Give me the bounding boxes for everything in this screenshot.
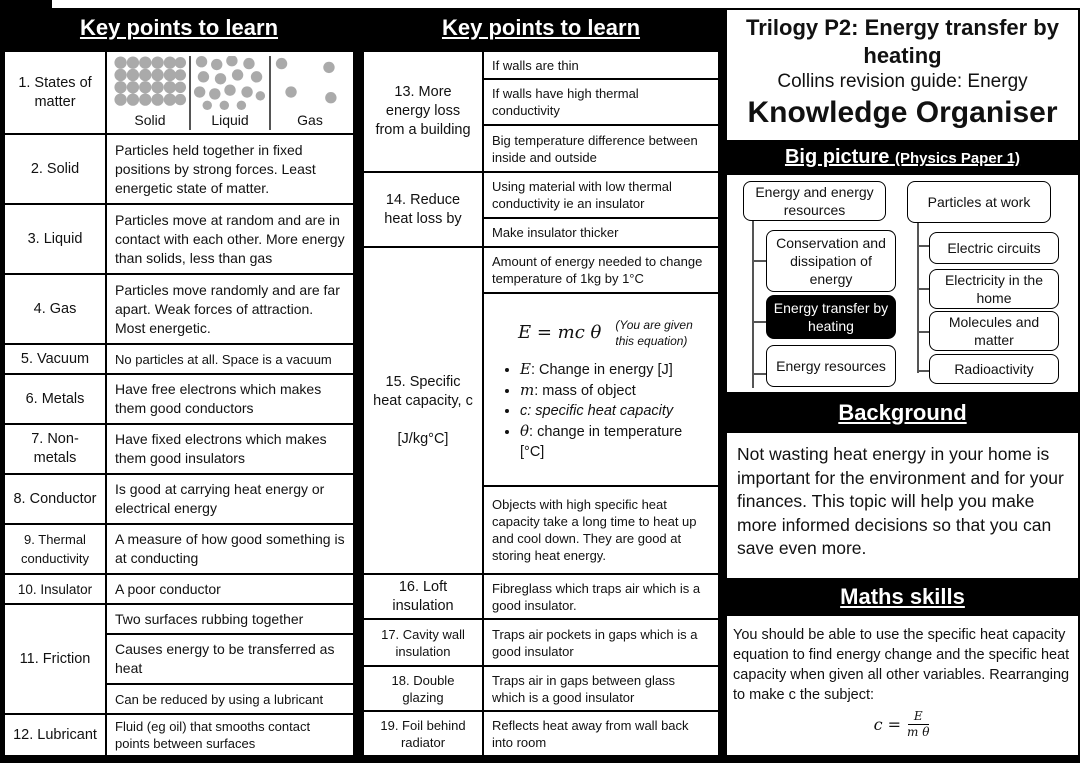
maths-block [727, 616, 1078, 755]
list-item [520, 380, 710, 401]
table-row [363, 51, 719, 79]
list-item [520, 359, 710, 380]
definition: Traps air pockets in gaps which is a good insulator [483, 619, 719, 666]
table-row [363, 172, 719, 218]
definition: Have free electrons which makes them good conductors [106, 374, 354, 424]
term: 18. Double glazing [363, 666, 483, 711]
node-electricity-home: Electricity in the home [929, 269, 1059, 309]
rearranged-formula [733, 709, 1070, 740]
liquid-label: Liquid [211, 111, 249, 128]
node-particles-root: Particles at work [907, 181, 1051, 223]
table-row [363, 619, 719, 666]
node-electric-circuits: Electric circuits [929, 232, 1059, 264]
definition: No particles at all. Space is a vacuum [106, 344, 354, 374]
list-item [520, 401, 710, 421]
table-row [363, 711, 719, 756]
table-row [4, 474, 354, 524]
node-molecules: Molecules and matter [929, 311, 1059, 351]
node-energy-resources-root: Energy and energy resources [743, 181, 886, 221]
solid-label: Solid [134, 111, 166, 128]
page-title: Trilogy P2: Energy transfer by heating [746, 15, 1059, 68]
liquid-state [191, 56, 271, 130]
definition: Particles held together in fixed positions by strong forces. Least energetic state of matter. [106, 134, 354, 204]
table-row [4, 134, 354, 204]
connector [752, 220, 754, 388]
table-row [363, 574, 719, 619]
symbol: m [520, 381, 535, 399]
formula-lhs: c = [873, 714, 902, 734]
maths-header: Maths skills [840, 584, 965, 609]
left-table [3, 50, 355, 757]
definition: Objects with high specific heat capacity take a long time to heat up and cool down. They are good at storing heat energy. [483, 486, 719, 574]
big-picture-diagram [727, 175, 1078, 392]
big-picture-header [727, 146, 1078, 169]
organiser-title: Knowledge Organiser [747, 96, 1058, 129]
liquid-particles-icon [192, 56, 268, 111]
symbol-text: : specific heat capacity [527, 403, 674, 419]
term: 6. Metals [4, 374, 106, 424]
term: 5. Vacuum [4, 344, 106, 374]
term: 17. Cavity wall insulation [363, 619, 483, 666]
background-header: Background [838, 400, 967, 425]
symbol-text: : mass of object [534, 383, 636, 399]
definition: Two surfaces rubbing together [106, 604, 354, 634]
table-row [4, 51, 354, 134]
gas-state [271, 56, 349, 130]
table-row [4, 424, 354, 474]
connector [752, 321, 767, 323]
definition: Traps air in gaps between glass which is a good insulator [483, 666, 719, 711]
term: 4. Gas [4, 274, 106, 344]
table-row [4, 574, 354, 604]
table-row [4, 524, 354, 574]
denominator: m θ [907, 725, 930, 739]
maths-text: You should be able to use the specific heat capacity equation to find energy change and the specific heat capacity when given all other variables. Rearranging to make c the subject: [733, 627, 1070, 703]
table-row [4, 374, 354, 424]
term-label: 15. Specific heat capacity, c [373, 373, 473, 409]
numerator: E [908, 709, 929, 725]
solid-state [111, 56, 191, 130]
connector [917, 370, 929, 372]
variable-list [492, 359, 710, 462]
symbol: E [520, 360, 531, 378]
symbol-text: : change in temperature [°C] [520, 424, 683, 460]
term: 2. Solid [4, 134, 106, 204]
symbol-text: : Change in energy [J] [530, 362, 673, 378]
term [363, 247, 483, 574]
definition: Causes energy to be transferred as heat [106, 634, 354, 684]
equation-note: (You are given this equation) [615, 318, 693, 348]
big-picture-note: (Physics Paper 1) [894, 150, 1021, 167]
definition: Reflects heat away from wall back into room [483, 711, 719, 756]
term: 19. Foil behind radiator [363, 711, 483, 756]
big-picture-title: Big picture [784, 146, 890, 168]
definition: Particles move randomly and are far apart. Weak forces of attraction. Most energetic. [106, 274, 354, 344]
gas-particles-icon [272, 56, 348, 111]
connector [917, 331, 929, 333]
node-energy-resources: Energy resources [766, 345, 896, 387]
title-block [727, 10, 1078, 140]
table-row [4, 204, 354, 274]
gas-label: Gas [297, 111, 323, 128]
table-row [4, 604, 354, 634]
subtitle: Collins revision guide: Energy [777, 71, 1028, 92]
list-item [520, 421, 710, 462]
background-text: Not wasting heat energy in your home is important for the environment and for your finances. This topic will help you make more informed decisions so that you can save even more. [727, 433, 1078, 578]
definition: If walls have high thermal conductivity [483, 79, 719, 125]
definition: Is good at carrying heat energy or electrical energy [106, 474, 354, 524]
definition: Can be reduced by using a lubricant [106, 684, 354, 714]
node-conservation: Conservation and dissipation of energy [766, 230, 896, 292]
unit-label: [J/kg°C] [397, 430, 449, 447]
definition: Make insulator thicker [483, 218, 719, 247]
definition: A measure of how good something is at conducting [106, 524, 354, 574]
definition: A poor conductor [106, 574, 354, 604]
definition: If walls are thin [483, 51, 719, 79]
term: 13. More energy loss from a building [363, 51, 483, 172]
term: 9. Thermal conductivity [4, 524, 106, 574]
connector [917, 288, 929, 290]
table-row [4, 714, 354, 756]
middle-header: Key points to learn [441, 15, 641, 40]
node-radioactivity: Radioactivity [929, 354, 1059, 384]
definition: Using material with low thermal conductivity ie an insulator [483, 172, 719, 218]
node-energy-transfer-highlighted: Energy transfer by heating [766, 295, 896, 339]
definition: Fibreglass which traps air which is a good insulator. [483, 574, 719, 619]
term: 12. Lubricant [4, 714, 106, 756]
definition: Amount of energy needed to change temperature of 1kg by 1°C [483, 247, 719, 293]
term: 8. Conductor [4, 474, 106, 524]
term: 11. Friction [4, 604, 106, 714]
term: 7. Non-metals [4, 424, 106, 474]
equation-cell [483, 293, 719, 486]
middle-table [362, 50, 720, 757]
solid-particles-icon [112, 56, 188, 111]
table-row [363, 666, 719, 711]
term: 10. Insulator [4, 574, 106, 604]
states-of-matter-diagram [111, 54, 349, 132]
term: 3. Liquid [4, 204, 106, 274]
symbol: c [520, 403, 528, 419]
left-header: Key points to learn [79, 15, 279, 40]
top-line [0, 0, 52, 8]
fraction [907, 709, 929, 740]
definition: Have fixed electrons which makes them good insulators [106, 424, 354, 474]
term: 1. States of matter [4, 51, 106, 134]
term: 14. Reduce heat loss by [363, 172, 483, 247]
definition: Fluid (eg oil) that smooths contact points between surfaces [106, 714, 354, 756]
term: 16. Loft insulation [363, 574, 483, 619]
connector [752, 260, 767, 262]
equation: E = mc θ [518, 322, 602, 343]
symbol: θ [520, 422, 530, 440]
definition: Big temperature difference between inside and outside [483, 125, 719, 172]
definition: Particles move at random and are in contact with each other. More energy than solids, less than gas [106, 204, 354, 274]
table-row [4, 274, 354, 344]
connector [752, 373, 767, 375]
connector [917, 245, 929, 247]
table-row [4, 344, 354, 374]
table-row [363, 247, 719, 293]
